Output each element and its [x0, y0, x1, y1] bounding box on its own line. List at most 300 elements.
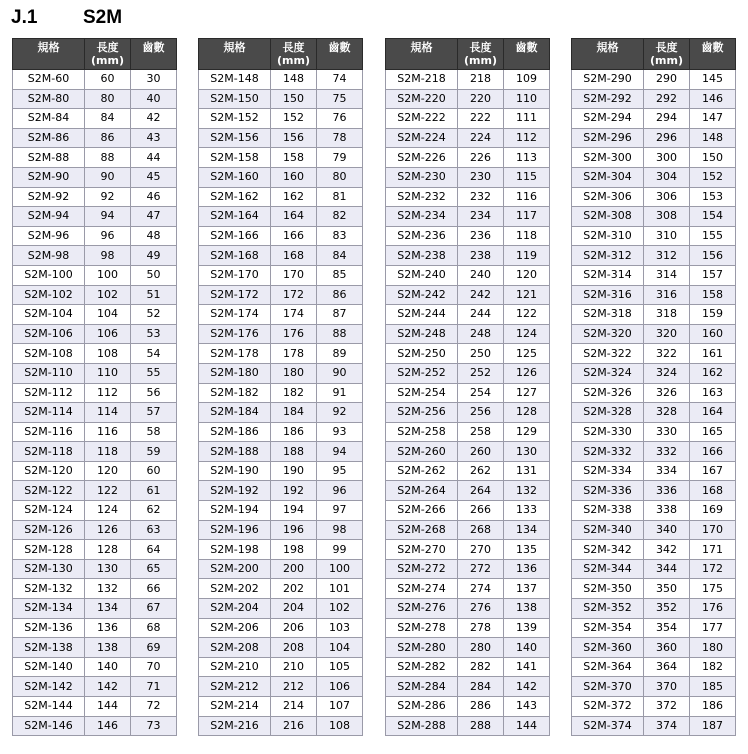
belt-table-4: [571, 38, 736, 736]
length-cell: 98: [85, 246, 131, 266]
length-cell: 370: [644, 677, 690, 697]
table-row: [572, 638, 736, 658]
length-cell: 114: [85, 403, 131, 423]
spec-cell: S2M-300: [572, 148, 644, 168]
table-row: [572, 344, 736, 364]
table-row: [199, 187, 363, 207]
table-row: [199, 520, 363, 540]
teeth-cell: 159: [690, 305, 736, 325]
teeth-cell: 180: [690, 638, 736, 658]
spec-cell: S2M-196: [199, 520, 271, 540]
length-cell: 330: [644, 422, 690, 442]
length-cell: 180: [271, 363, 317, 383]
teeth-cell: 158: [690, 285, 736, 305]
table-row: [386, 422, 550, 442]
table-row: [386, 403, 550, 423]
spec-cell: S2M-156: [199, 128, 271, 148]
teeth-cell: 91: [317, 383, 363, 403]
teeth-cell: 40: [131, 89, 177, 109]
spec-cell: S2M-310: [572, 226, 644, 246]
spec-cell: S2M-238: [386, 246, 458, 266]
length-cell: 276: [458, 599, 504, 619]
table-row: [386, 207, 550, 227]
table-row: [572, 207, 736, 227]
teeth-cell: 69: [131, 638, 177, 658]
teeth-cell: 154: [690, 207, 736, 227]
spec-cell: S2M-320: [572, 324, 644, 344]
length-cell: 208: [271, 638, 317, 658]
spec-cell: S2M-152: [199, 109, 271, 129]
length-cell: 106: [85, 324, 131, 344]
spec-cell: S2M-86: [13, 128, 85, 148]
table-row: [13, 559, 177, 579]
spec-cell: S2M-294: [572, 109, 644, 129]
table-row: [199, 148, 363, 168]
teeth-cell: 150: [690, 148, 736, 168]
length-cell: 150: [271, 89, 317, 109]
length-cell: 186: [271, 422, 317, 442]
teeth-cell: 78: [317, 128, 363, 148]
spec-cell: S2M-170: [199, 265, 271, 285]
length-cell: 250: [458, 344, 504, 364]
teeth-cell: 106: [317, 677, 363, 697]
table-row: [199, 461, 363, 481]
length-cell: 248: [458, 324, 504, 344]
spec-cell: S2M-336: [572, 481, 644, 501]
table-row: [13, 638, 177, 658]
length-cell: 270: [458, 540, 504, 560]
length-cell: 90: [85, 167, 131, 187]
header-spec: 規格: [386, 39, 458, 70]
table-row: [199, 128, 363, 148]
table-row: [13, 128, 177, 148]
length-cell: 342: [644, 540, 690, 560]
teeth-cell: 121: [504, 285, 550, 305]
teeth-cell: 118: [504, 226, 550, 246]
spec-cell: S2M-124: [13, 501, 85, 521]
teeth-cell: 143: [504, 697, 550, 717]
spec-cell: S2M-340: [572, 520, 644, 540]
table-row: [199, 246, 363, 266]
spec-cell: S2M-204: [199, 599, 271, 619]
length-cell: 360: [644, 638, 690, 658]
table-row: [572, 246, 736, 266]
table-row: [572, 677, 736, 697]
spec-cell: S2M-166: [199, 226, 271, 246]
spec-cell: S2M-256: [386, 403, 458, 423]
teeth-cell: 170: [690, 520, 736, 540]
length-cell: 92: [85, 187, 131, 207]
length-cell: 104: [85, 305, 131, 325]
table-row: [13, 618, 177, 638]
teeth-cell: 107: [317, 697, 363, 717]
spec-cell: S2M-334: [572, 461, 644, 481]
length-cell: 188: [271, 442, 317, 462]
length-cell: 148: [271, 70, 317, 90]
table-row: [386, 109, 550, 129]
length-cell: 88: [85, 148, 131, 168]
spec-cell: S2M-106: [13, 324, 85, 344]
spec-cell: S2M-260: [386, 442, 458, 462]
table-row: [13, 697, 177, 717]
table-row: [199, 442, 363, 462]
spec-cell: S2M-324: [572, 363, 644, 383]
teeth-cell: 102: [317, 599, 363, 619]
header-spec: 規格: [572, 39, 644, 70]
spec-cell: S2M-202: [199, 579, 271, 599]
spec-cell: S2M-258: [386, 422, 458, 442]
table-row: [199, 677, 363, 697]
length-cell: 312: [644, 246, 690, 266]
length-cell: 322: [644, 344, 690, 364]
spec-cell: S2M-188: [199, 442, 271, 462]
table-row: [386, 501, 550, 521]
table-header-row: [199, 39, 363, 70]
teeth-cell: 67: [131, 599, 177, 619]
length-cell: 218: [458, 70, 504, 90]
teeth-cell: 63: [131, 520, 177, 540]
length-cell: 296: [644, 128, 690, 148]
header-spec: 規格: [199, 39, 271, 70]
spec-cell: S2M-198: [199, 540, 271, 560]
teeth-cell: 144: [504, 716, 550, 736]
length-cell: 118: [85, 442, 131, 462]
teeth-cell: 113: [504, 148, 550, 168]
length-cell: 128: [85, 540, 131, 560]
teeth-cell: 93: [317, 422, 363, 442]
length-cell: 160: [271, 167, 317, 187]
header-length: 長度 (mm): [644, 39, 690, 70]
length-cell: 262: [458, 461, 504, 481]
table-row: [13, 89, 177, 109]
length-cell: 268: [458, 520, 504, 540]
table-row: [13, 246, 177, 266]
length-cell: 84: [85, 109, 131, 129]
spec-cell: S2M-338: [572, 501, 644, 521]
spec-cell: S2M-254: [386, 383, 458, 403]
table-row: [386, 716, 550, 736]
teeth-cell: 119: [504, 246, 550, 266]
table-row: [199, 363, 363, 383]
teeth-cell: 42: [131, 109, 177, 129]
header-spec: 規格: [13, 39, 85, 70]
spec-cell: S2M-262: [386, 461, 458, 481]
spec-cell: S2M-282: [386, 657, 458, 677]
spec-cell: S2M-226: [386, 148, 458, 168]
length-cell: 144: [85, 697, 131, 717]
length-cell: 158: [271, 148, 317, 168]
spec-cell: S2M-92: [13, 187, 85, 207]
table-row: [199, 285, 363, 305]
spec-cell: S2M-136: [13, 618, 85, 638]
teeth-cell: 155: [690, 226, 736, 246]
header-length: 長度 (mm): [458, 39, 504, 70]
spec-cell: S2M-372: [572, 697, 644, 717]
teeth-cell: 101: [317, 579, 363, 599]
teeth-cell: 99: [317, 540, 363, 560]
spec-cell: S2M-342: [572, 540, 644, 560]
spec-cell: S2M-328: [572, 403, 644, 423]
spec-cell: S2M-222: [386, 109, 458, 129]
spec-cell: S2M-364: [572, 657, 644, 677]
teeth-cell: 76: [317, 109, 363, 129]
spec-cell: S2M-160: [199, 167, 271, 187]
teeth-cell: 89: [317, 344, 363, 364]
length-cell: 200: [271, 559, 317, 579]
spec-cell: S2M-252: [386, 363, 458, 383]
spec-cell: S2M-266: [386, 501, 458, 521]
length-cell: 80: [85, 89, 131, 109]
length-cell: 306: [644, 187, 690, 207]
length-cell: 166: [271, 226, 317, 246]
length-cell: 116: [85, 422, 131, 442]
teeth-cell: 82: [317, 207, 363, 227]
teeth-cell: 52: [131, 305, 177, 325]
length-cell: 252: [458, 363, 504, 383]
teeth-cell: 84: [317, 246, 363, 266]
length-cell: 234: [458, 207, 504, 227]
spec-cell: S2M-164: [199, 207, 271, 227]
spec-cell: S2M-332: [572, 442, 644, 462]
length-cell: 264: [458, 481, 504, 501]
length-cell: 230: [458, 167, 504, 187]
spec-cell: S2M-126: [13, 520, 85, 540]
teeth-cell: 56: [131, 383, 177, 403]
table-row: [572, 305, 736, 325]
spec-cell: S2M-90: [13, 167, 85, 187]
table-row: [199, 697, 363, 717]
teeth-cell: 44: [131, 148, 177, 168]
length-cell: 304: [644, 167, 690, 187]
teeth-cell: 140: [504, 638, 550, 658]
teeth-cell: 167: [690, 461, 736, 481]
belt-table-3: [385, 38, 550, 736]
teeth-cell: 96: [317, 481, 363, 501]
teeth-cell: 129: [504, 422, 550, 442]
spec-cell: S2M-270: [386, 540, 458, 560]
teeth-cell: 146: [690, 89, 736, 109]
table-header-row: [13, 39, 177, 70]
belt-table-2: [198, 38, 363, 736]
spec-cell: S2M-210: [199, 657, 271, 677]
table-row: [13, 716, 177, 736]
table-row: [572, 226, 736, 246]
teeth-cell: 87: [317, 305, 363, 325]
table-row: [199, 265, 363, 285]
spec-cell: S2M-140: [13, 657, 85, 677]
length-cell: 152: [271, 109, 317, 129]
spec-cell: S2M-96: [13, 226, 85, 246]
length-cell: 350: [644, 579, 690, 599]
table-row: [572, 128, 736, 148]
table-row: [13, 540, 177, 560]
teeth-cell: 128: [504, 403, 550, 423]
table-row: [386, 520, 550, 540]
table-row: [386, 148, 550, 168]
table-row: [199, 540, 363, 560]
table-row: [13, 579, 177, 599]
teeth-cell: 85: [317, 265, 363, 285]
length-cell: 190: [271, 461, 317, 481]
spec-cell: S2M-134: [13, 599, 85, 619]
spec-cell: S2M-148: [199, 70, 271, 90]
table-row: [13, 148, 177, 168]
length-cell: 226: [458, 148, 504, 168]
teeth-cell: 30: [131, 70, 177, 90]
length-cell: 196: [271, 520, 317, 540]
teeth-cell: 103: [317, 618, 363, 638]
spec-cell: S2M-94: [13, 207, 85, 227]
table-row: [386, 579, 550, 599]
spec-cell: S2M-80: [13, 89, 85, 109]
teeth-cell: 172: [690, 559, 736, 579]
section-code: J.1: [11, 7, 38, 28]
section-title: S2M: [83, 7, 123, 28]
length-cell: 140: [85, 657, 131, 677]
spec-cell: S2M-230: [386, 167, 458, 187]
spec-cell: S2M-314: [572, 265, 644, 285]
length-cell: 344: [644, 559, 690, 579]
table-row: [572, 187, 736, 207]
spec-cell: S2M-178: [199, 344, 271, 364]
teeth-cell: 75: [317, 89, 363, 109]
length-cell: 136: [85, 618, 131, 638]
length-cell: 222: [458, 109, 504, 129]
teeth-cell: 60: [131, 461, 177, 481]
length-cell: 290: [644, 70, 690, 90]
teeth-cell: 83: [317, 226, 363, 246]
teeth-cell: 58: [131, 422, 177, 442]
spec-cell: S2M-352: [572, 599, 644, 619]
teeth-cell: 147: [690, 109, 736, 129]
teeth-cell: 135: [504, 540, 550, 560]
table-row: [572, 265, 736, 285]
spec-cell: S2M-144: [13, 697, 85, 717]
spec-cell: S2M-284: [386, 677, 458, 697]
teeth-cell: 55: [131, 363, 177, 383]
teeth-cell: 124: [504, 324, 550, 344]
spec-cell: S2M-286: [386, 697, 458, 717]
spec-cell: S2M-142: [13, 677, 85, 697]
spec-cell: S2M-172: [199, 285, 271, 305]
table-row: [13, 657, 177, 677]
spec-cell: S2M-122: [13, 481, 85, 501]
length-cell: 258: [458, 422, 504, 442]
table-row: [13, 363, 177, 383]
spec-cell: S2M-234: [386, 207, 458, 227]
teeth-cell: 57: [131, 403, 177, 423]
length-cell: 100: [85, 265, 131, 285]
teeth-cell: 74: [317, 70, 363, 90]
teeth-cell: 62: [131, 501, 177, 521]
length-cell: 244: [458, 305, 504, 325]
table-row: [572, 579, 736, 599]
table-row: [199, 559, 363, 579]
table-row: [13, 109, 177, 129]
length-cell: 168: [271, 246, 317, 266]
table-row: [572, 403, 736, 423]
table-row: [199, 422, 363, 442]
length-cell: 210: [271, 657, 317, 677]
teeth-cell: 68: [131, 618, 177, 638]
teeth-cell: 90: [317, 363, 363, 383]
teeth-cell: 92: [317, 403, 363, 423]
length-cell: 146: [85, 716, 131, 736]
teeth-cell: 104: [317, 638, 363, 658]
length-cell: 192: [271, 481, 317, 501]
spec-cell: S2M-268: [386, 520, 458, 540]
table-row: [199, 207, 363, 227]
teeth-cell: 130: [504, 442, 550, 462]
teeth-cell: 133: [504, 501, 550, 521]
table-row: [13, 285, 177, 305]
table-row: [199, 618, 363, 638]
length-cell: 334: [644, 461, 690, 481]
spec-cell: S2M-130: [13, 559, 85, 579]
teeth-cell: 137: [504, 579, 550, 599]
spec-cell: S2M-158: [199, 148, 271, 168]
teeth-cell: 176: [690, 599, 736, 619]
teeth-cell: 97: [317, 501, 363, 521]
teeth-cell: 72: [131, 697, 177, 717]
length-cell: 102: [85, 285, 131, 305]
spec-cell: S2M-84: [13, 109, 85, 129]
length-cell: 86: [85, 128, 131, 148]
table-row: [199, 226, 363, 246]
teeth-cell: 98: [317, 520, 363, 540]
table-row: [572, 148, 736, 168]
spec-cell: S2M-274: [386, 579, 458, 599]
teeth-cell: 131: [504, 461, 550, 481]
spec-cell: S2M-184: [199, 403, 271, 423]
spec-cell: S2M-192: [199, 481, 271, 501]
teeth-cell: 94: [317, 442, 363, 462]
teeth-cell: 79: [317, 148, 363, 168]
spec-cell: S2M-374: [572, 716, 644, 736]
length-cell: 352: [644, 599, 690, 619]
length-cell: 374: [644, 716, 690, 736]
teeth-cell: 50: [131, 265, 177, 285]
spec-cell: S2M-98: [13, 246, 85, 266]
length-cell: 130: [85, 559, 131, 579]
teeth-cell: 45: [131, 167, 177, 187]
spec-cell: S2M-306: [572, 187, 644, 207]
spec-cell: S2M-216: [199, 716, 271, 736]
length-cell: 216: [271, 716, 317, 736]
length-cell: 364: [644, 657, 690, 677]
spec-cell: S2M-242: [386, 285, 458, 305]
length-cell: 112: [85, 383, 131, 403]
teeth-cell: 185: [690, 677, 736, 697]
teeth-cell: 109: [504, 70, 550, 90]
spec-cell: S2M-370: [572, 677, 644, 697]
spec-cell: S2M-132: [13, 579, 85, 599]
table-row: [386, 559, 550, 579]
spec-cell: S2M-250: [386, 344, 458, 364]
table-row: [13, 501, 177, 521]
table-row: [13, 383, 177, 403]
spec-cell: S2M-174: [199, 305, 271, 325]
table-row: [572, 442, 736, 462]
length-cell: 282: [458, 657, 504, 677]
spec-cell: S2M-272: [386, 559, 458, 579]
spec-cell: S2M-326: [572, 383, 644, 403]
table-row: [386, 383, 550, 403]
table-row: [572, 540, 736, 560]
spec-cell: S2M-232: [386, 187, 458, 207]
length-cell: 194: [271, 501, 317, 521]
teeth-cell: 164: [690, 403, 736, 423]
